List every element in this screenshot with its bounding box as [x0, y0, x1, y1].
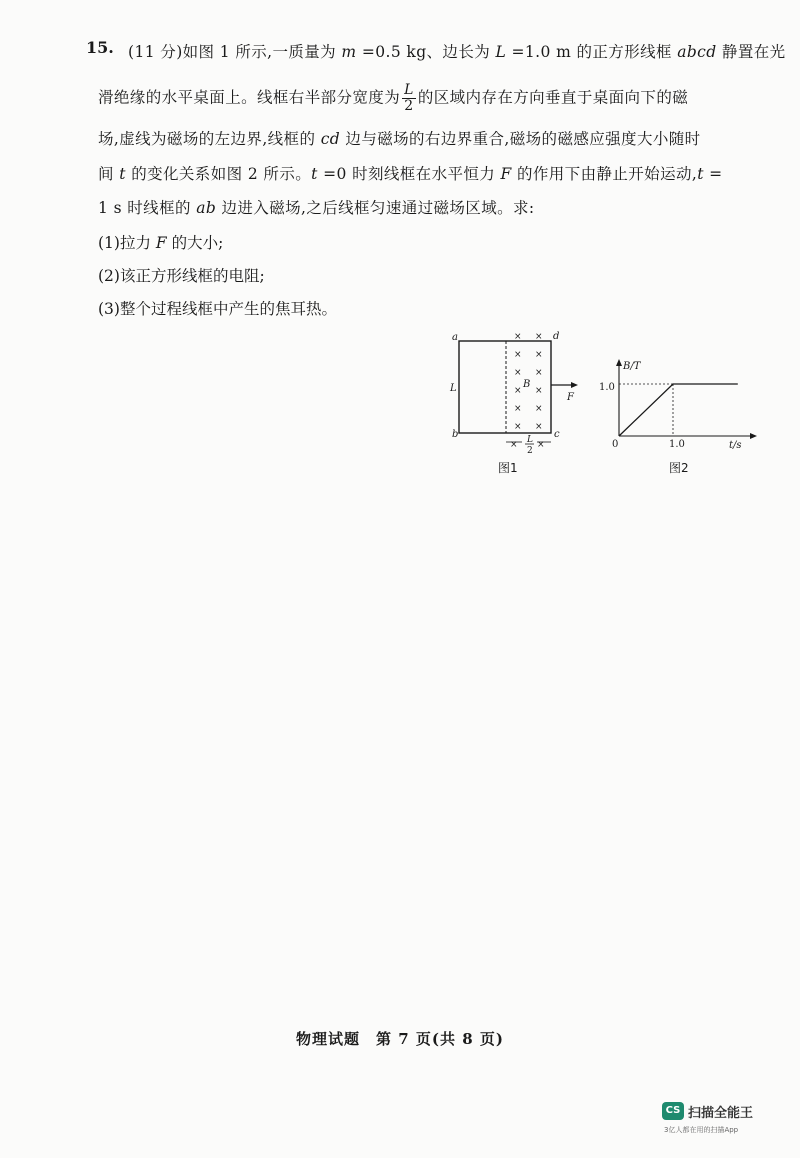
- problem-line-2: [98, 83, 688, 114]
- cross-mark: ×: [535, 332, 543, 342]
- text: 场,虚线为磁场的左边界,线框的: [98, 130, 321, 148]
- figure-1-caption: 图1: [498, 461, 518, 475]
- y-axis-arrow: [616, 359, 622, 366]
- cross-mark: ×: [514, 350, 522, 360]
- origin-label: 0: [612, 439, 619, 450]
- cross-mark: ×: [514, 386, 522, 396]
- fraction-L-over-2: [402, 83, 416, 114]
- cross-mark: ×: [510, 440, 518, 450]
- field-crosses: [510, 332, 545, 450]
- scanner-tagline: 3亿人都在用的扫描App: [664, 1126, 739, 1134]
- var-t: t: [311, 165, 318, 183]
- text: 静置在光: [716, 43, 786, 61]
- text: 的区域内存在方向垂直于桌面向下的磁: [417, 88, 689, 107]
- width-num-label: L: [527, 435, 533, 445]
- x-axis-label: t/s: [729, 440, 742, 451]
- figure-1-diagram: [440, 325, 590, 455]
- text: (11 分)如图 1 所示,一质量为: [128, 43, 342, 61]
- x-tick-label: 1.0: [669, 439, 685, 450]
- width-den-label: 2: [527, 446, 533, 456]
- text: 边与磁场的右边界重合,磁场的磁感应强度大小随时: [340, 130, 701, 148]
- corner-b-label: b: [452, 429, 459, 440]
- text: 间: [98, 165, 120, 183]
- cross-mark: ×: [514, 332, 522, 342]
- var-ab: ab: [196, 199, 217, 217]
- cross-mark: ×: [535, 386, 543, 396]
- var-F: F: [500, 165, 512, 183]
- var-abcd: abcd: [677, 43, 717, 61]
- force-F-label: F: [567, 392, 574, 403]
- cross-mark: ×: [514, 368, 522, 378]
- var-cd: cd: [320, 130, 341, 148]
- cross-mark: ×: [537, 440, 545, 450]
- text: 滑绝缘的水平桌面上。线框右半部分宽度为: [98, 88, 401, 107]
- text: =: [703, 165, 723, 183]
- cross-mark: ×: [514, 404, 522, 414]
- scanner-watermark: [662, 1098, 782, 1138]
- field-B-label: B: [523, 379, 531, 390]
- problem-line-3: [98, 127, 701, 149]
- cross-mark: ×: [535, 404, 543, 414]
- figure-2-caption: 图2: [669, 461, 689, 475]
- corner-c-label: c: [554, 429, 560, 440]
- text: 边进入磁场,之后线框匀速通过磁场区域。求:: [216, 199, 535, 217]
- text: =0 时刻线框在水平恒力: [317, 165, 501, 183]
- corner-a-label: a: [452, 332, 458, 343]
- cross-mark: ×: [535, 422, 543, 432]
- text: 的变化关系如图 2 所示。: [125, 165, 312, 183]
- text: 1 s 时线框的: [98, 199, 197, 217]
- cross-mark: ×: [535, 350, 543, 360]
- text: 的作用下由静止开始运动,: [511, 165, 698, 183]
- text: =1.0 m 的正方形线框: [506, 43, 678, 61]
- cross-mark: ×: [514, 422, 522, 432]
- force-arrowhead: [571, 382, 578, 388]
- problem-line-5: [98, 196, 535, 218]
- text: =0.5 kg、边长为: [356, 43, 496, 61]
- corner-d-label: d: [553, 331, 560, 342]
- problem-line-1: [128, 40, 786, 62]
- b-versus-t-line: [619, 384, 738, 436]
- sub-question-1: [98, 231, 223, 253]
- sub-question-2: (2)该正方形线框的电阻;: [98, 267, 265, 285]
- y-tick-label: 1.0: [599, 382, 615, 393]
- var-t: t: [697, 165, 704, 183]
- x-axis-arrow: [750, 433, 757, 439]
- y-axis-label: B/T: [623, 361, 641, 372]
- cross-mark: ×: [535, 368, 543, 378]
- sub-question-3: (3)整个过程线框中产生的焦耳热。: [98, 300, 337, 318]
- scanner-app-name: 扫描全能王: [688, 1106, 754, 1121]
- frac-numerator: L: [404, 82, 414, 98]
- question-number: 15.: [86, 38, 114, 57]
- var-m: m: [341, 43, 357, 61]
- var-L: L: [495, 43, 507, 61]
- problem-line-4: [98, 162, 723, 184]
- cs-logo-icon: CS: [662, 1102, 684, 1120]
- figure-2-chart: [599, 353, 765, 453]
- text: (1)拉力: [98, 234, 156, 252]
- page-footer: 物理试题 第 7 页(共 8 页): [296, 1030, 504, 1048]
- frac-denominator: 2: [404, 98, 414, 114]
- side-L-label: L: [450, 383, 457, 394]
- var-F: F: [155, 234, 167, 252]
- var-t: t: [119, 165, 126, 183]
- text: 的大小;: [166, 234, 224, 252]
